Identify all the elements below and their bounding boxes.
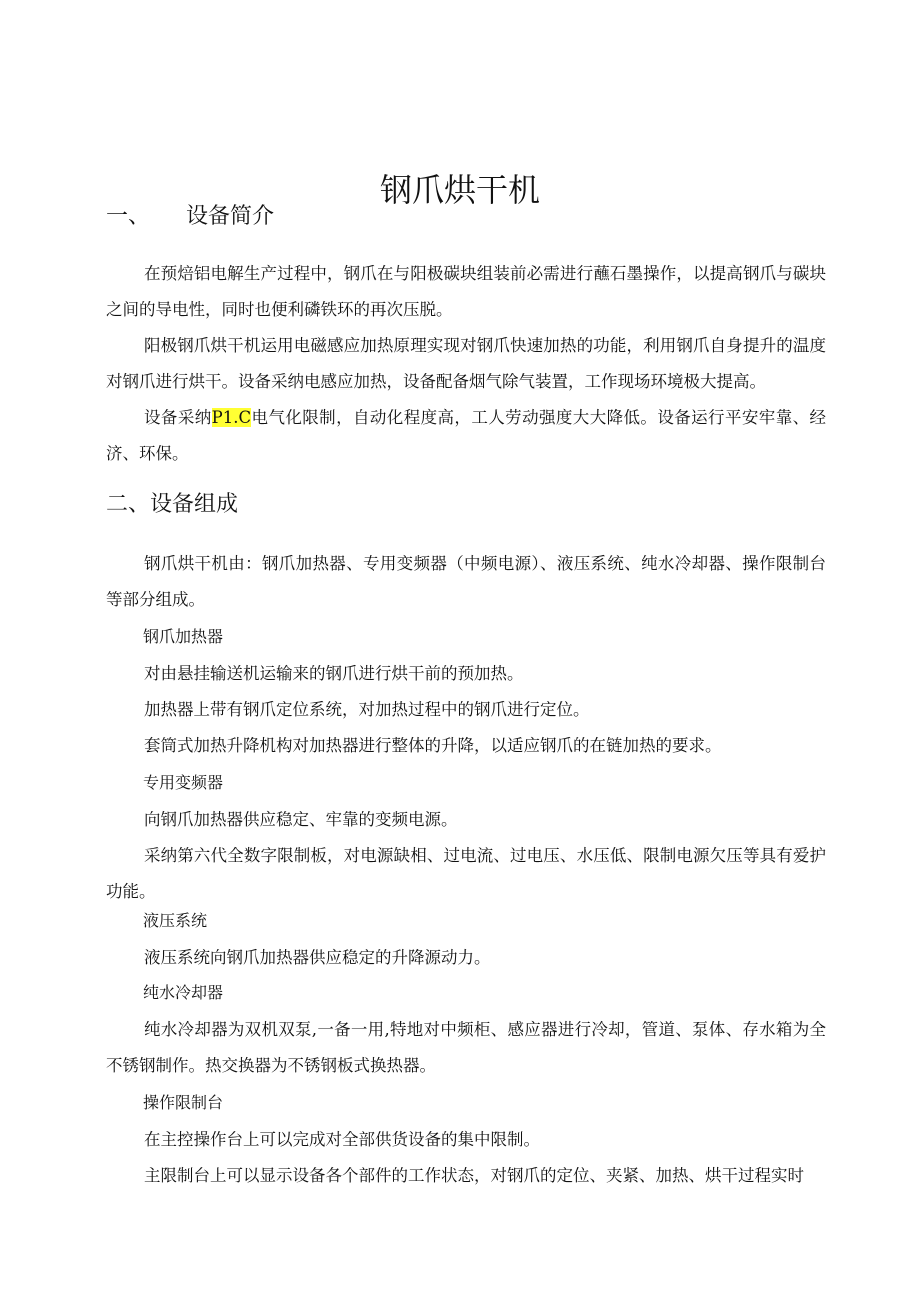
paragraph: 在预焙铝电解生产过程中，钢爪在与阳极碳块组装前必需进行蘸石墨操作，以提高钢爪与碳块之间的导电性，同时也便利磷铁环的再次压脱。 [106,264,826,319]
paragraph: 液压系统向钢爪加热器供应稳定的升降源动力。 [144,948,491,967]
subheading-console: 操作限制台 [143,1093,224,1112]
subheading-cooler: 纯水冷却器 [143,983,224,1002]
section-title: 设备简介 [186,204,275,229]
text-run: 设备采纳 [144,408,212,427]
paragraph: 阳极钢爪烘干机运用电磁感应加热原理实现对钢爪快速加热的功能，利用钢爪自身提升的温度对钢爪进行烘干。设备采纳电感应加热，设备配备烟气除气装置，工作现场环境极大提高。 [106,336,826,391]
section-heading-composition [106,490,238,520]
subheading-inverter: 专用变频器 [143,773,224,792]
section-title: 设备组成 [150,492,239,517]
paragraph: 加热器上带有钢爪定位系统，对加热过程中的钢爪进行定位。 [144,700,590,719]
paragraph: 主限制台上可以显示设备各个部件的工作状态，对钢爪的定位、夹紧、加热、烘干过程实时 [144,1166,804,1185]
paragraph: 向钢爪加热器供应稳定、牢靠的变频电源。 [144,810,458,829]
paragraph: 采纳第六代全数字限制板，对电源缺相、过电流、过电压、水压低、限制电源欠压等具有爱护功能。 [106,846,826,901]
paragraph: 对由悬挂输送机运输来的钢爪进行烘干前的预加热。 [144,664,524,683]
paragraph: 纯水冷却器为双机双泵,一备一用,特地对中频柜、感应器进行冷却，管道、泵体、存水箱为全不锈钢制作。热交换器为不锈钢板式换热器。 [106,1020,826,1075]
section-number: 一、 [106,204,151,229]
paragraph: 套筒式加热升降机构对加热器进行整体的升降，以适应钢爪的在链加热的要求。 [144,736,722,755]
subheading-hydraulic: 液压系统 [143,911,208,930]
paragraph: 钢爪烘干机由：钢爪加热器、专用变频器（中频电源）、液压系统、纯水冷却器、操作限制台等部分组成。 [106,554,826,609]
highlighted-text: P1.C [211,408,252,427]
document-title: 钢爪烘干机 [379,171,540,210]
subheading-heater: 钢爪加热器 [143,627,224,646]
text-run: 电气化限制，自动化程度高，工人劳动强度大大降低。设备运行平安牢靠、经济、环保。 [106,408,827,463]
paragraph: 在主控操作台上可以完成对全部供货设备的集中限制。 [144,1130,540,1149]
section-heading-intro [106,202,274,232]
paragraph-plc [106,400,826,472]
section-number: 二、 [106,492,151,517]
